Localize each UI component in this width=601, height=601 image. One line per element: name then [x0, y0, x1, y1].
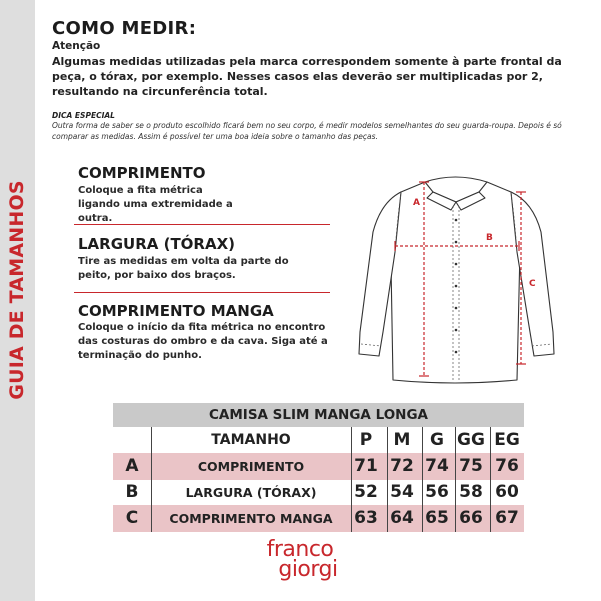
table-row	[113, 453, 524, 480]
table-row	[113, 479, 524, 506]
label-b: B	[486, 233, 493, 243]
label-c: C	[529, 279, 536, 289]
row-value: 65	[425, 508, 449, 528]
row-value: 66	[459, 508, 483, 528]
shirt-diagram	[355, 162, 565, 390]
row-value: 71	[354, 456, 378, 476]
label-a: A	[413, 198, 420, 208]
row-value: 76	[495, 456, 519, 476]
row-value: 54	[390, 482, 414, 502]
size-gg: GG	[457, 430, 485, 450]
table-divider	[455, 427, 456, 532]
row-value: 74	[425, 456, 449, 476]
section-length-text: Coloque a fita métrica ligando uma extremidade a outra.	[78, 185, 233, 224]
section-divider	[74, 292, 330, 293]
row-value: 75	[459, 456, 483, 476]
row-value: 56	[425, 482, 449, 502]
table-header-row	[113, 427, 524, 454]
brand-line-1: franco	[266, 537, 334, 562]
table-divider	[387, 427, 388, 532]
table-divider	[151, 427, 152, 532]
section-width-text: Tire as medidas em volta da parte do peito, por baixo dos braços.	[78, 256, 289, 281]
attention-label: Atenção	[52, 40, 101, 52]
table-divider	[351, 427, 352, 532]
row-value: 52	[354, 482, 378, 502]
row-value: 67	[495, 508, 519, 528]
row-value: 64	[390, 508, 414, 528]
row-measure-name: COMPRIMENTO	[197, 459, 305, 474]
brand-logo	[250, 537, 350, 582]
table-title: CAMISA SLIM MANGA LONGA	[113, 403, 524, 427]
size-header-label: TAMANHO	[211, 432, 291, 448]
section-width-title: LARGURA (TÓRAX)	[78, 235, 236, 253]
row-letter: C	[125, 508, 139, 528]
row-measure-name: LARGURA (TÓRAX)	[185, 485, 317, 500]
row-value: 63	[354, 508, 378, 528]
row-letter: A	[125, 456, 139, 476]
section-divider	[74, 224, 330, 225]
section-sleeve-title: COMPRIMENTO MANGA	[78, 302, 274, 320]
size-p: P	[359, 430, 373, 450]
sidebar-title: GUIA DE TAMANHOS	[6, 180, 28, 400]
row-value: 72	[390, 456, 414, 476]
sidebar	[0, 0, 35, 601]
table-divider	[422, 427, 423, 532]
row-measure-name: COMPRIMENTO MANGA	[169, 511, 333, 526]
page-title: COMO MEDIR:	[52, 18, 197, 39]
size-g: G	[430, 430, 444, 450]
section-length-title: COMPRIMENTO	[78, 164, 206, 182]
row-value: 60	[495, 482, 519, 502]
tip-title: DICA ESPECIAL	[52, 111, 115, 120]
section-sleeve-text: Coloque o início da fita métrica no encontro das costuras do ombro e da cava. Siga até a terminação do punho.	[78, 322, 328, 361]
row-value: 58	[459, 482, 483, 502]
brand-line-2: giorgi	[278, 557, 338, 582]
tip-text: Outra forma de saber se o produto escolhido ficará bem no seu corpo, é medir modelos semelhantes do seu guarda-roupa. Depois é só comparar as medidas. Assim é possível ter uma boa ideia sobre o tamanho das peças.	[52, 121, 562, 141]
table-divider	[490, 427, 491, 532]
size-eg: EG	[494, 430, 520, 450]
intro-text: Algumas medidas utilizadas pela marca correspondem somente à parte frontal da peça, o tórax, por exemplo. Nesses casos elas deverão ser multiplicadas por 2, resultando na circunferência total.	[52, 55, 562, 98]
size-m: M	[393, 430, 411, 450]
row-letter: B	[125, 482, 139, 502]
table-row	[113, 505, 524, 532]
